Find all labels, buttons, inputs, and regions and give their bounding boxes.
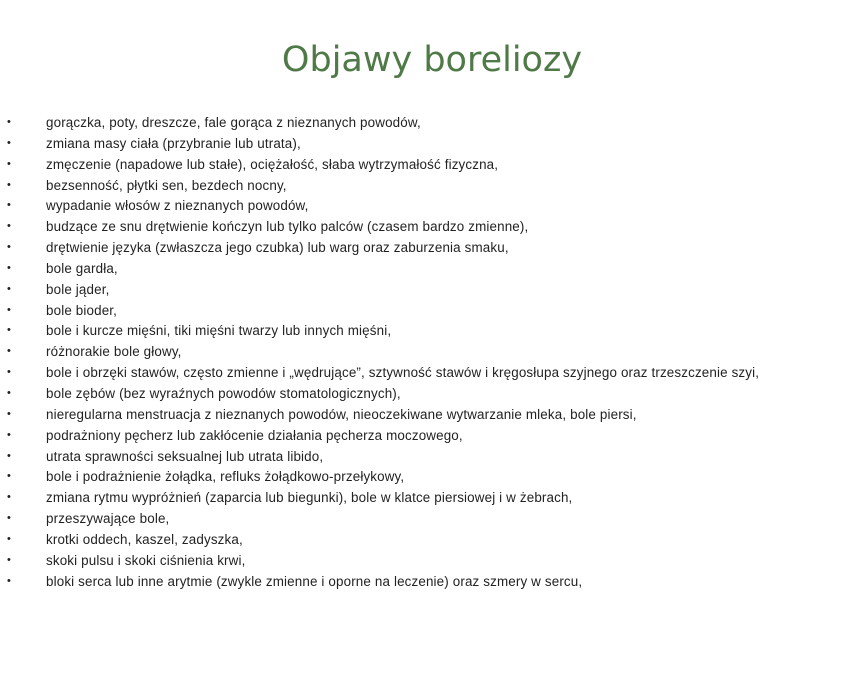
list-item: [0, 532, 864, 547]
list-item-text: drętwienie języka (zwłaszcza jego czubka) lub warg oraz zaburzenia smaku,: [46, 240, 509, 256]
bullet-icon: •: [7, 366, 12, 379]
list-item-text: budzące ze snu drętwienie kończyn lub tylko palców (czasem bardzo zmienne),: [46, 219, 529, 235]
bullet-icon: •: [7, 136, 12, 149]
list-item: [0, 365, 864, 380]
list-item: [0, 344, 864, 359]
bullet-icon: •: [7, 116, 12, 128]
list-item-text: bezsenność, płytki sen, bezdech nocny,: [46, 177, 287, 193]
list-item: [0, 407, 864, 422]
list-item: [0, 219, 864, 234]
list-item: [0, 136, 864, 151]
list-item-text: krotki oddech, kaszel, zadyszka,: [46, 531, 243, 547]
bullet-icon: •: [7, 261, 12, 274]
list-item-text: podrażniony pęcherz lub zakłócenie działania pęcherza moczowego,: [46, 427, 463, 443]
bullet-icon: •: [7, 386, 12, 399]
list-item: [0, 178, 864, 193]
list-item: [0, 282, 864, 297]
list-item-text: wypadanie włosów z nieznanych powodów,: [46, 198, 309, 214]
list-item-text: bole i podrażnienie żołądka, refluks żołądkowo-przełykowy,: [46, 469, 405, 485]
list-item-text: bole jąder,: [46, 281, 110, 297]
list-item-text: różnorakie bole głowy,: [46, 344, 182, 360]
list-item-text: utrata sprawności seksualnej lub utrata libido,: [46, 448, 324, 464]
list-item-text: zmiana masy ciała (przybranie lub utrata),: [46, 135, 301, 151]
bullet-icon: •: [7, 470, 12, 483]
list-item: [0, 115, 864, 130]
list-item: [0, 303, 864, 318]
bullet-icon: •: [7, 241, 12, 254]
list-item: [0, 469, 864, 484]
bullet-icon: •: [7, 345, 12, 358]
list-item: [0, 449, 864, 464]
symptom-list: [0, 115, 864, 594]
bullet-icon: •: [7, 199, 12, 212]
list-item: [0, 511, 864, 526]
list-item: [0, 553, 864, 568]
bullet-icon: •: [7, 532, 12, 545]
slide-title: Objawy boreliozy: [281, 40, 583, 80]
bullet-icon: •: [7, 428, 12, 441]
list-item-text: bole zębów (bez wyraźnych powodów stomatologicznych),: [46, 385, 401, 401]
list-item-text: skoki pulsu i skoki ciśnienia krwi,: [46, 552, 246, 568]
list-item-text: bole i obrzęki stawów, często zmienne i „wędrujące”, sztywność stawów i kręgosłupa szyjnego oraz trzeszczenie szyi,: [46, 365, 760, 381]
bullet-icon: •: [7, 407, 12, 420]
list-item: [0, 323, 864, 338]
list-item-text: nieregularna menstruacja z nieznanych powodów, nieoczekiwane wytwarzanie mleka, bole piersi,: [46, 406, 637, 422]
list-item-text: przeszywające bole,: [46, 511, 170, 527]
list-item-text: bole bioder,: [46, 302, 118, 318]
bullet-icon: •: [7, 574, 12, 587]
bullet-icon: •: [7, 178, 12, 191]
bullet-icon: •: [7, 282, 12, 295]
bullet-icon: •: [7, 449, 12, 462]
list-item: [0, 157, 864, 172]
list-item-text: zmiana rytmu wypróżnień (zaparcia lub biegunki), bole w klatce piersiowej i w żebrach,: [46, 490, 573, 506]
bullet-icon: •: [7, 512, 12, 525]
list-item-text: bloki serca lub inne arytmie (zwykle zmienne i oporne na leczenie) oraz szmery w sercu,: [46, 573, 583, 589]
list-item: [0, 198, 864, 213]
bullet-icon: •: [7, 303, 12, 316]
list-item: [0, 261, 864, 276]
bullet-icon: •: [7, 157, 12, 170]
list-item-text: zmęczenie (napadowe lub stałe), ociężałość, słaba wytrzymałość fizyczna,: [46, 156, 499, 172]
list-item: [0, 240, 864, 255]
bullet-icon: •: [7, 491, 12, 504]
bullet-icon: •: [7, 324, 12, 337]
list-item: [0, 490, 864, 505]
list-item: [0, 428, 864, 443]
bullet-icon: •: [7, 553, 12, 566]
bullet-icon: •: [7, 220, 12, 233]
list-item: [0, 386, 864, 401]
list-item: [0, 574, 864, 589]
list-item-text: bole gardła,: [46, 260, 118, 276]
list-item-text: gorączka, poty, dreszcze, fale gorąca z nieznanych powodów,: [46, 115, 421, 130]
list-item-text: bole i kurcze mięśni, tiki mięśni twarzy lub innych mięśni,: [46, 323, 392, 339]
